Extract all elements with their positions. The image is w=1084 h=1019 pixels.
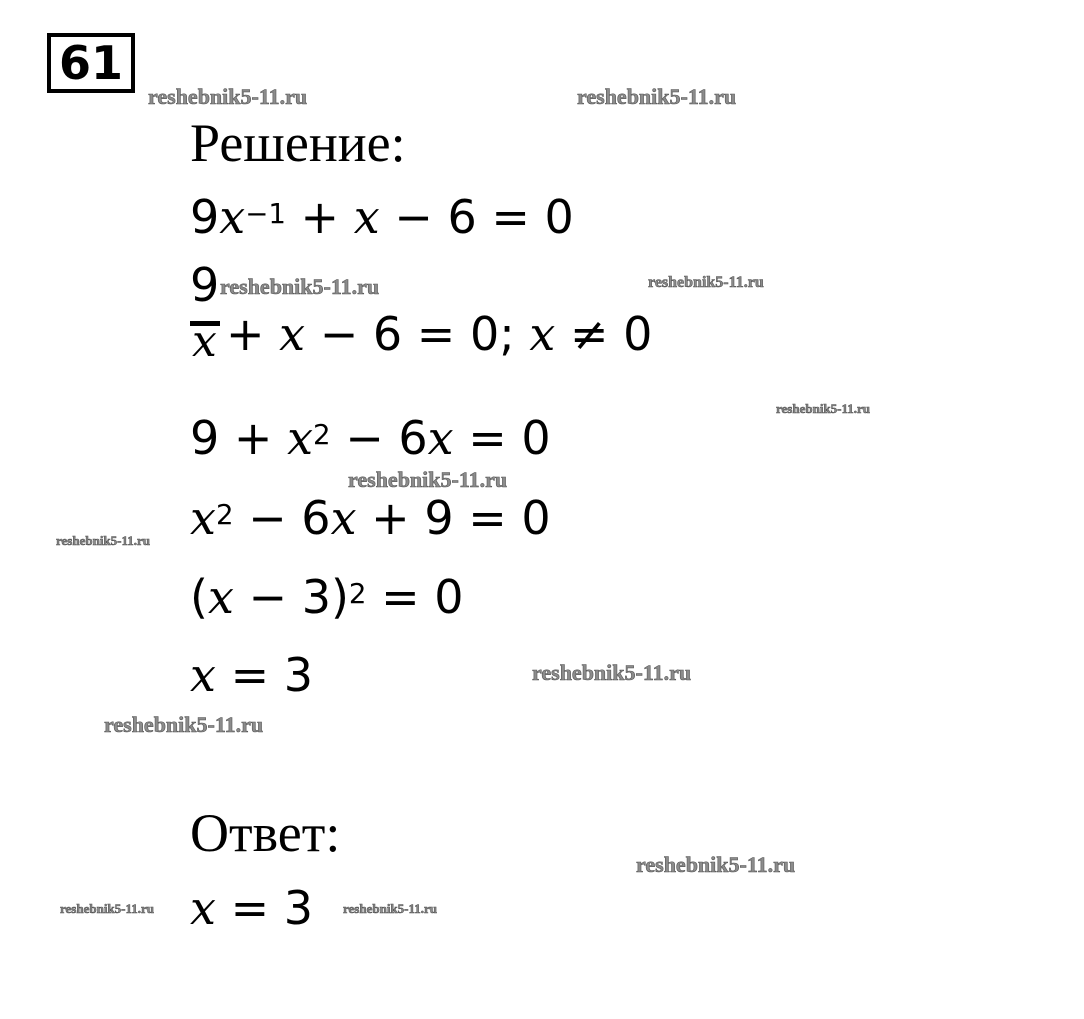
equation-factored: $(x - 3)^2 = 0$ <box>190 570 464 624</box>
watermark: reshebnik5-11.ru <box>60 901 155 916</box>
watermark: reshebnik5-11.ru <box>343 901 438 916</box>
watermark: reshebnik5-11.ru <box>577 84 737 109</box>
watermark: reshebnik5-11.ru <box>104 712 264 737</box>
equation-fraction-rest: + x − 6 = 0; x ≠ 0 <box>226 307 653 361</box>
watermark: reshebnik5-11.ru <box>348 467 508 492</box>
equation-solution: x = 3 <box>190 648 314 702</box>
answer-value: x = 3 <box>190 881 314 935</box>
problem-number: 61 <box>47 33 135 93</box>
solution-heading: Решение: <box>190 113 406 173</box>
answer-heading: Ответ: <box>190 803 341 863</box>
watermark: reshebnik5-11.ru <box>56 533 151 548</box>
watermark: reshebnik5-11.ru <box>776 401 871 416</box>
equation-standard-form: $x^2 - 6x + 9 = 0$ <box>190 491 551 545</box>
equation-multiplied: $9 + x^2 - 6x = 0$ <box>190 411 551 465</box>
watermark: reshebnik5-11.ru <box>148 84 308 109</box>
watermark: reshebnik5-11.ru <box>532 660 692 685</box>
fraction-numerator: 9 <box>190 258 220 312</box>
fraction-denominator: x <box>192 316 217 367</box>
watermark: reshebnik5-11.ru <box>220 274 380 299</box>
watermark: reshebnik5-11.ru <box>636 852 796 877</box>
watermark: reshebnik5-11.ru <box>648 274 764 291</box>
equation-original: $9x^{-1} + x - 6 = 0$ <box>190 190 574 244</box>
